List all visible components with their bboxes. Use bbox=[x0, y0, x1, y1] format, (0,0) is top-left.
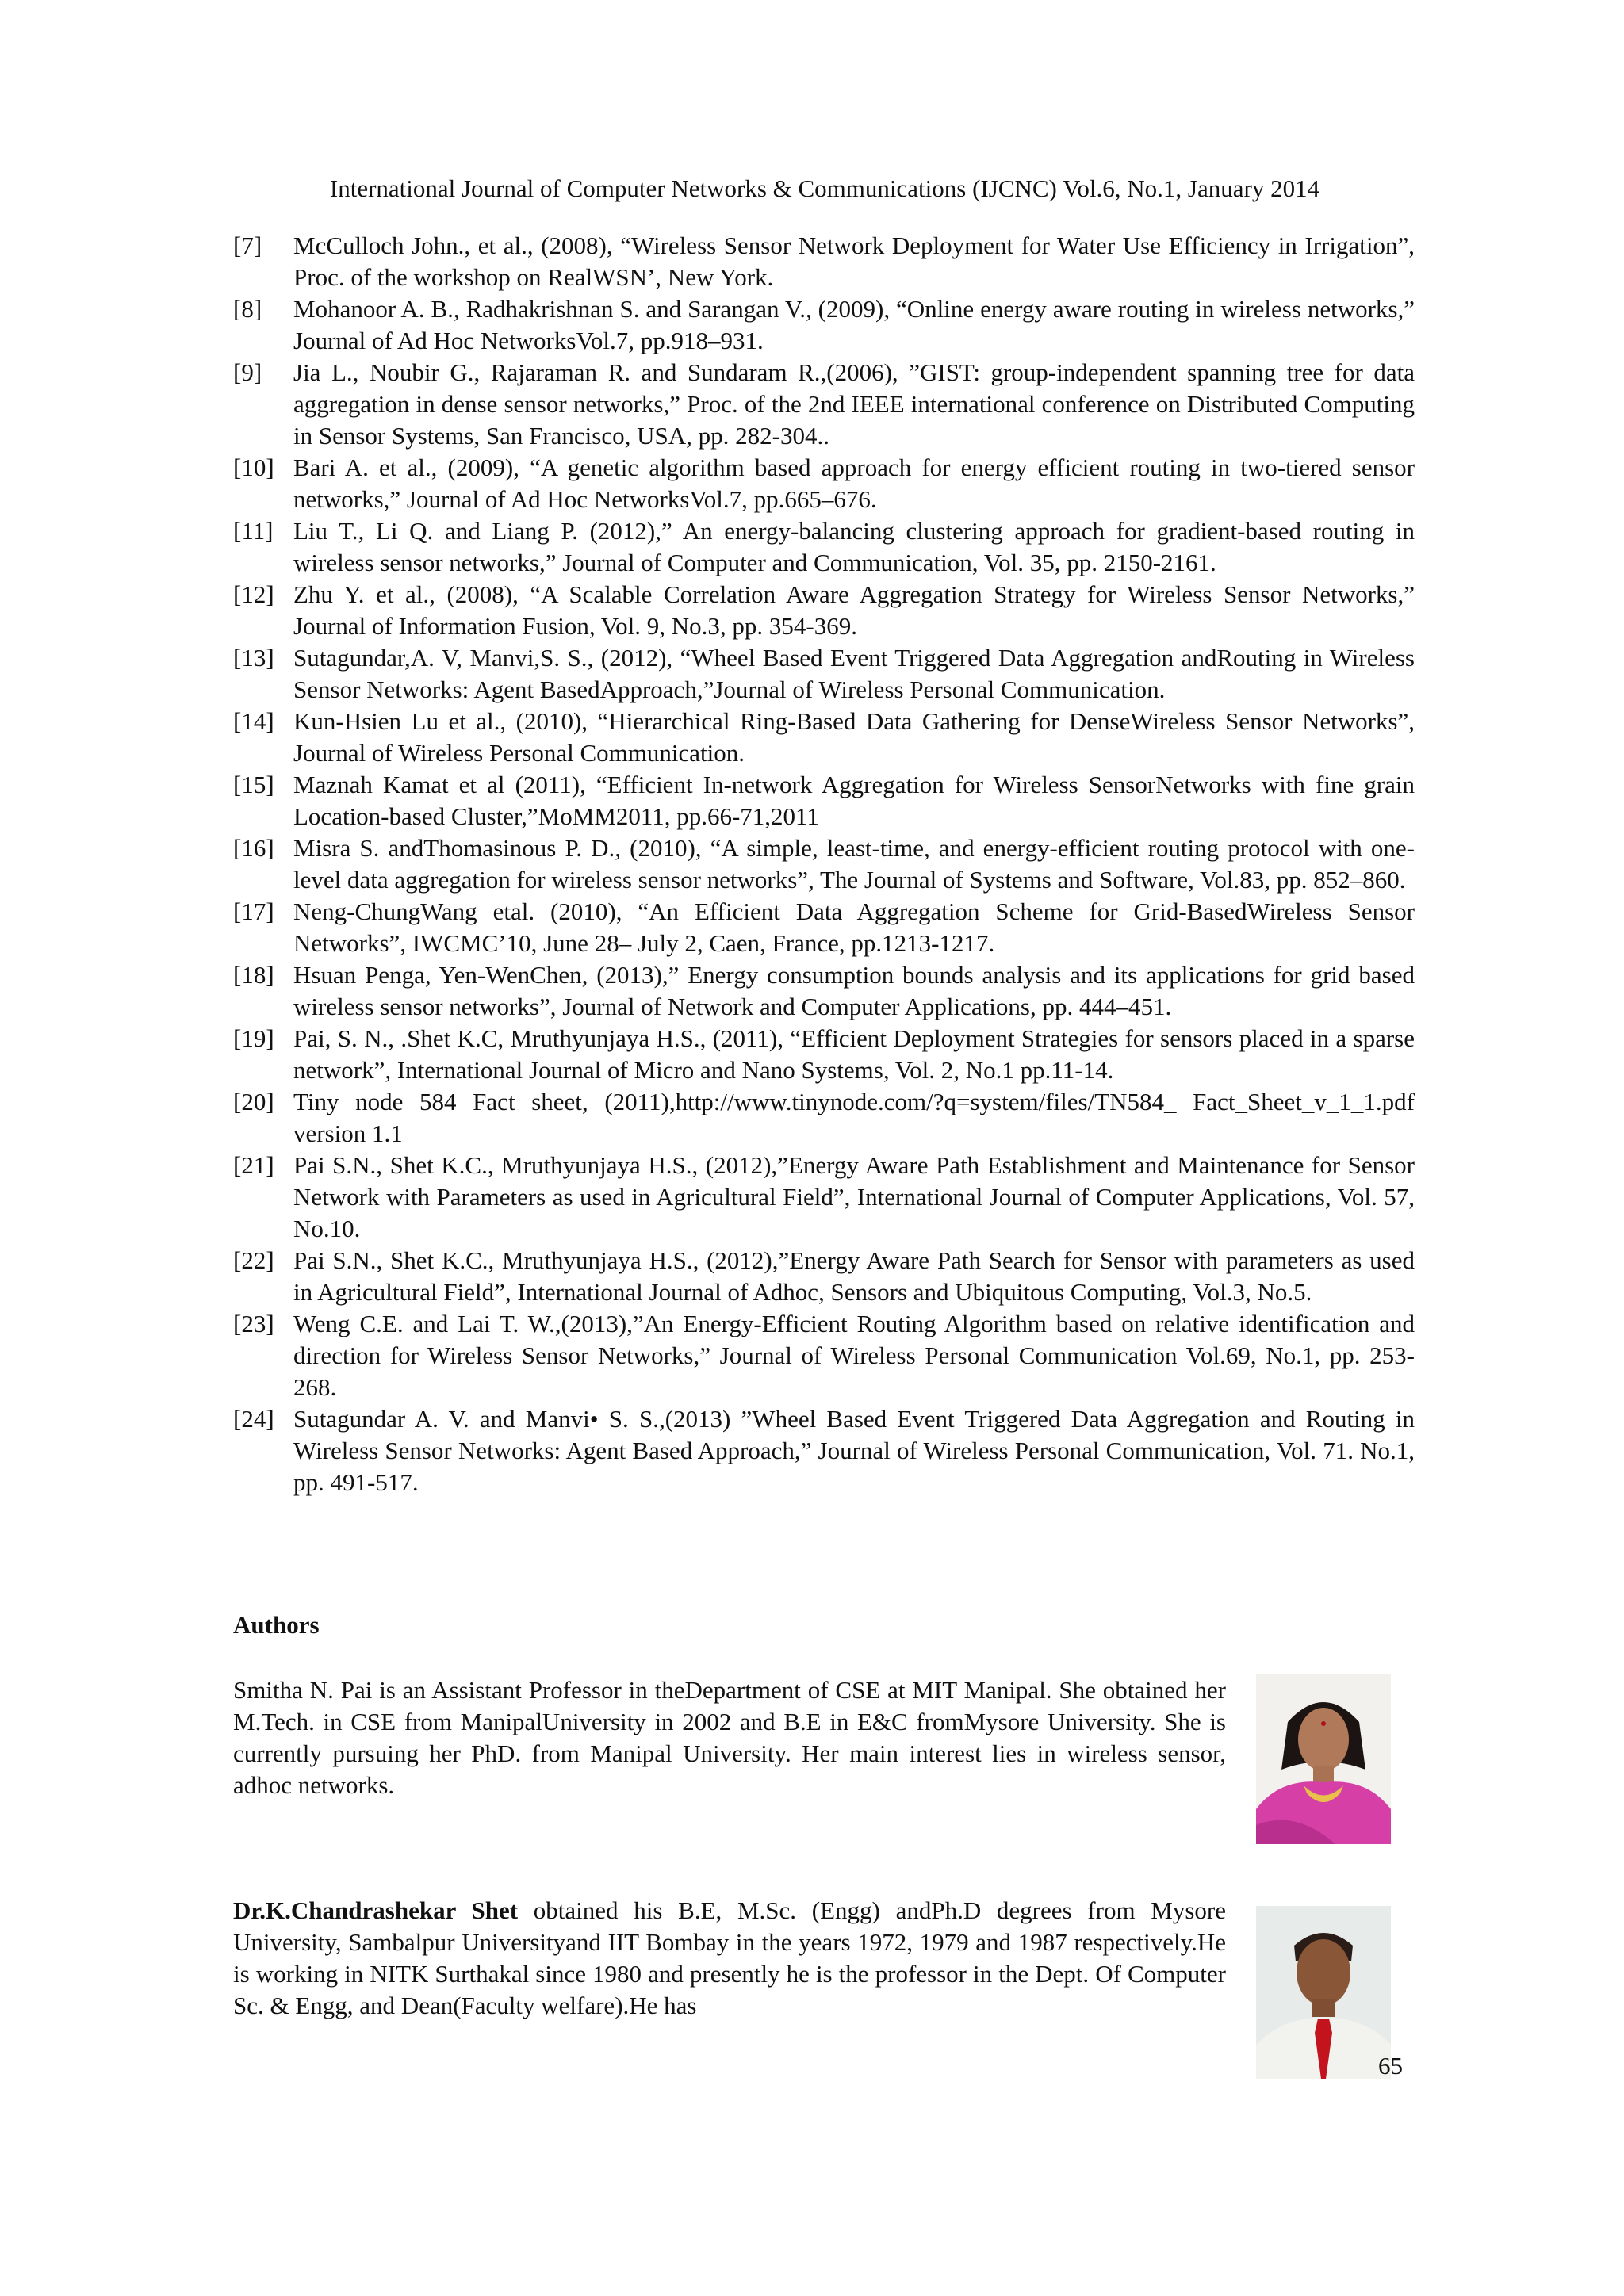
reference-text: Jia L., Noubir G., Rajaraman R. and Sundaram R.,(2006), ”GIST: group-independent spanning tree for data aggregation in dense sensor networks,” Proc. of the 2nd IEEE international conference on Distributed Computing in Sensor Systems, San Francisco, USA, pp. 282-304.. bbox=[293, 358, 1415, 450]
reference-item bbox=[233, 515, 1415, 579]
reference-number: [16] bbox=[233, 834, 274, 862]
reference-number: [7] bbox=[233, 232, 262, 259]
reference-number: [19] bbox=[233, 1024, 274, 1052]
reference-text: Neng-ChungWang etal. (2010), “An Efficient Data Aggregation Scheme for Grid-BasedWireless Sensor Networks”, IWCMC’10, June 28– July 2, Caen, France, pp.1213-1217. bbox=[293, 897, 1415, 957]
reference-number: [11] bbox=[233, 517, 274, 545]
reference-text: Tiny node 584 Fact sheet, (2011),http://www.tinynode.com/?q=system/files/TN584_ Fact_Sheet_v_1_1.pdf version 1.1 bbox=[293, 1088, 1415, 1147]
reference-text: Pai S.N., Shet K.C., Mruthyunjaya H.S., (2012),”Energy Aware Path Search for Sensor with parameters as used in Agricultural Field”, International Journal of Adhoc, Sensors and Ubiquitous Computing, Vol.3, No.5. bbox=[293, 1246, 1415, 1306]
reference-list bbox=[233, 230, 1415, 1498]
reference-item bbox=[233, 452, 1415, 515]
reference-number: [17] bbox=[233, 897, 274, 925]
reference-text: Kun-Hsien Lu et al., (2010), “Hierarchical Ring-Based Data Gathering for DenseWireless Sensor Networks”, Journal of Wireless Personal Communication. bbox=[293, 707, 1415, 767]
reference-number: [23] bbox=[233, 1310, 274, 1337]
reference-number: [24] bbox=[233, 1405, 274, 1433]
reference-number: [22] bbox=[233, 1246, 274, 1274]
reference-text: Hsuan Penga, Yen-WenChen, (2013),” Energy consumption bounds analysis and its applications for grid based wireless sensor networks”, Journal of Network and Computer Applications, pp. 444–451. bbox=[293, 961, 1415, 1020]
reference-item bbox=[233, 357, 1415, 452]
reference-number: [12] bbox=[233, 580, 274, 608]
reference-number: [21] bbox=[233, 1151, 274, 1179]
author-photo-chandrashekar-shet bbox=[1256, 1906, 1391, 2079]
reference-item bbox=[233, 1150, 1415, 1245]
reference-item bbox=[233, 896, 1415, 959]
reference-text: Mohanoor A. B., Radhakrishnan S. and Sarangan V., (2009), “Online energy aware routing in wireless networks,” Journal of Ad Hoc NetworksVol.7, pp.918–931. bbox=[293, 295, 1415, 354]
reference-text: Liu T., Li Q. and Liang P. (2012),” An energy-balancing clustering approach for gradient-based routing in wireless sensor networks,” Journal of Computer and Communication, Vol. 35, pp. 2150-2161. bbox=[293, 517, 1415, 576]
reference-item bbox=[233, 769, 1415, 832]
reference-item bbox=[233, 230, 1415, 293]
reference-item bbox=[233, 1403, 1415, 1498]
reference-text: Weng C.E. and Lai T. W.,(2013),”An Energy-Efficient Routing Algorithm based on relative identification and direction for Wireless Sensor Networks,” Journal of Wireless Personal Communication Vol.69, No.1, pp. 253-268. bbox=[293, 1310, 1415, 1401]
reference-number: [9] bbox=[233, 358, 262, 386]
reference-text: McCulloch John., et al., (2008), “Wireless Sensor Network Deployment for Water Use Efficiency in Irrigation”, Proc. of the workshop on RealWSN’, New York. bbox=[293, 232, 1415, 291]
reference-text: Misra S. andThomasinous P. D., (2010), “A simple, least-time, and energy-efficient routing protocol with one-level data aggregation for wireless sensor networks”, The Journal of Systems and Software, Vol.83, pp. 852–860. bbox=[293, 834, 1415, 894]
reference-text: Pai, S. N., .Shet K.C, Mruthyunjaya H.S., (2011), “Efficient Deployment Strategies for sensors placed in a sparse network”, International Journal of Micro and Nano Systems, Vol. 2, No.1 pp.11-14. bbox=[293, 1024, 1415, 1084]
reference-item bbox=[233, 1023, 1415, 1086]
reference-text: Sutagundar A. V. and Manvi• S. S.,(2013) ”Wheel Based Event Triggered Data Aggregation and Routing in Wireless Sensor Networks: Agent Based Approach,” Journal of Wireless Personal Communication, Vol. 71. No.1, pp. 491-517. bbox=[293, 1405, 1415, 1496]
author-bio-chandrashekar-shet bbox=[233, 1895, 1226, 2022]
reference-item bbox=[233, 832, 1415, 896]
reference-text: Sutagundar,A. V, Manvi,S. S., (2012), “Wheel Based Event Triggered Data Aggregation andRouting in Wireless Sensor Networks: Agent BasedApproach,”Journal of Wireless Personal Communication. bbox=[293, 644, 1415, 703]
reference-item bbox=[233, 706, 1415, 769]
author-photo-smitha-pai bbox=[1256, 1674, 1391, 1844]
reference-number: [8] bbox=[233, 295, 262, 323]
reference-item bbox=[233, 1086, 1415, 1150]
reference-item bbox=[233, 293, 1415, 357]
reference-text: Maznah Kamat et al (2011), “Efficient In-network Aggregation for Wireless SensorNetworks with fine grain Location-based Cluster,”MoMM2011, pp.66-71,2011 bbox=[293, 771, 1415, 830]
reference-number: [18] bbox=[233, 961, 274, 989]
reference-number: [13] bbox=[233, 644, 274, 672]
reference-item bbox=[233, 642, 1415, 706]
reference-text: Pai S.N., Shet K.C., Mruthyunjaya H.S., (2012),”Energy Aware Path Establishment and Maintenance for Sensor Network with Parameters as used in Agricultural Field”, International Journal of Computer Applications, Vol. 57, No.10. bbox=[293, 1151, 1415, 1242]
reference-item bbox=[233, 1308, 1415, 1403]
reference-item bbox=[233, 1245, 1415, 1308]
reference-number: [15] bbox=[233, 771, 274, 798]
reference-text: Zhu Y. et al., (2008), “A Scalable Correlation Aware Aggregation Strategy for Wireless Sensor Networks,” Journal of Information Fusion, Vol. 9, No.3, pp. 354-369. bbox=[293, 580, 1415, 640]
author-bio-text: obtained his B.E, M.Sc. (Engg) andPh.D degrees from Mysore University, Sambalpur Universityand IIT Bombay in the years 1972, 1979 and 1987 respectively.He is working in NITK Surthakal since 1980 and presently he is the professor in the Dept. Of Computer Sc. & Engg, and Dean(Faculty welfare).He has bbox=[233, 1896, 1226, 2019]
reference-number: [10] bbox=[233, 453, 274, 481]
reference-number: [14] bbox=[233, 707, 274, 735]
page-number: 65 bbox=[1378, 2052, 1403, 2080]
authors-heading: Authors bbox=[233, 1611, 320, 1639]
author-name-chandrashekar-shet: Dr.K.Chandrashekar Shet bbox=[233, 1896, 519, 1924]
author-bio-smitha-pai: Smitha N. Pai is an Assistant Professor in theDepartment of CSE at MIT Manipal. She obtained her M.Tech. in CSE from ManipalUniversity in 2002 and B.E in E&C fromMysore University. She is currently pursuing her PhD. from Manipal University. Her main interest lies in wireless sensor, adhoc networks. bbox=[233, 1676, 1226, 1799]
reference-number: [20] bbox=[233, 1088, 274, 1115]
reference-item bbox=[233, 959, 1415, 1023]
running-header: International Journal of Computer Networks & Communications (IJCNC) Vol.6, No.1, January 2014 bbox=[329, 174, 1320, 202]
reference-text: Bari A. et al., (2009), “A genetic algorithm based approach for energy efficient routing in two-tiered sensor networks,” Journal of Ad Hoc NetworksVol.7, pp.665–676. bbox=[293, 453, 1415, 513]
reference-item bbox=[233, 579, 1415, 642]
